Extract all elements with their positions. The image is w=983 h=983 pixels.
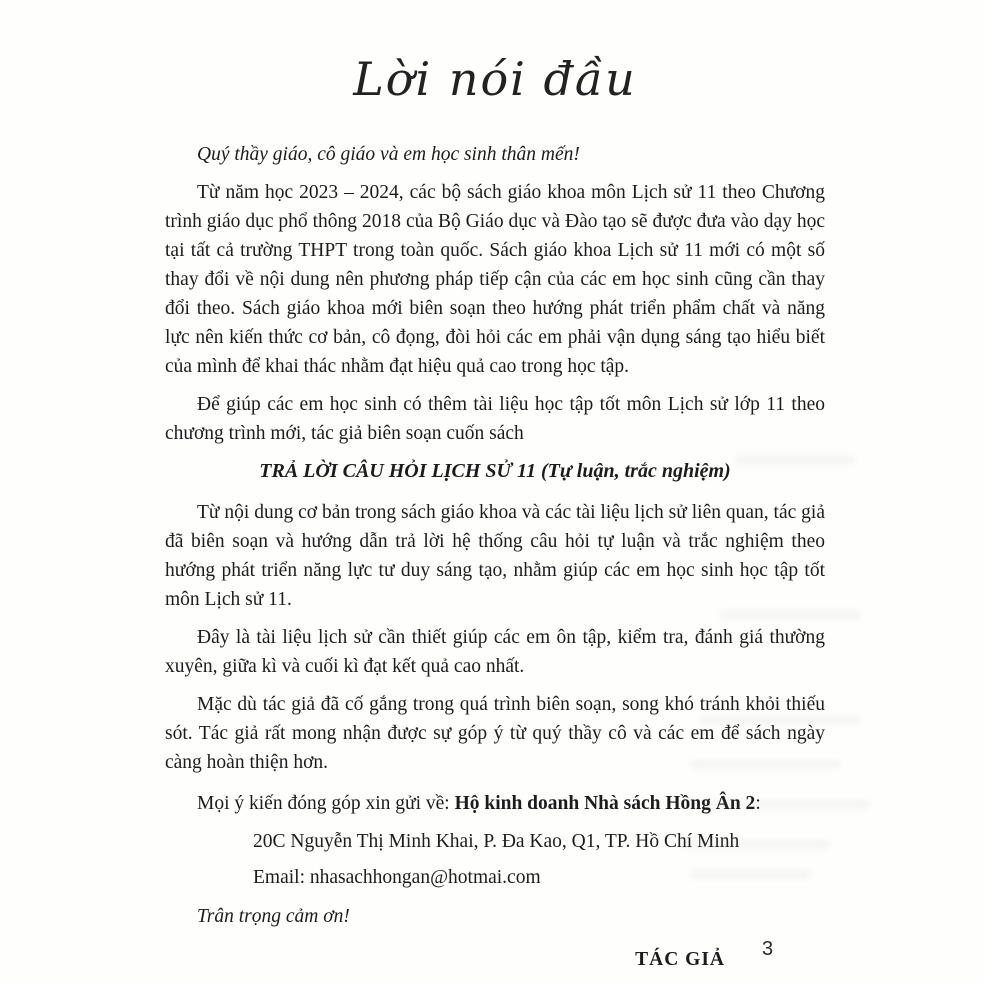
book-title: TRẢ LỜI CÂU HỎI LỊCH SỬ 11 (Tự luận, trắc nghiệm) xyxy=(259,460,731,482)
paragraph-usefulness: Đây là tài liệu lịch sử cần thiết giúp các em ôn tập, kiểm tra, đánh giá thường xuyên, giữa kì và cuối kì đạt kết quả cao nhất. xyxy=(165,627,825,677)
publisher-name: Hộ kinh doanh Nhà sách Hồng Ân 2 xyxy=(454,793,756,814)
page-number: 3 xyxy=(762,938,774,960)
greeting-line: Quý thầy giáo, cô giáo và em học sinh thân mến! xyxy=(197,144,580,165)
page-title: Lời nói đầu xyxy=(353,52,637,106)
preface-body xyxy=(165,140,825,974)
paragraph-apology: Mặc dù tác giả đã cố gắng trong quá trình biên soạn, song khó tránh khỏi thiếu sót. Tác giả rất mong nhận được sự góp ý từ quý thầy cô và các em để sách ngày càng hoàn thiện hơn. xyxy=(165,694,825,773)
paragraph-purpose: Để giúp các em học sinh có thêm tài liệu học tập tốt môn Lịch sử lớp 11 theo chương trình mới, tác giả biên soạn cuốn sách xyxy=(165,394,825,444)
publisher-email: Email: nhasachhongan@hotmai.com xyxy=(253,867,541,888)
paragraph-intro-curriculum: Từ năm học 2023 – 2024, các bộ sách giáo khoa môn Lịch sử 11 theo Chương trình giáo dục phổ thông 2018 của Bộ Giáo dục và Đào tạo sẽ được đưa vào dạy học tại tất cả trường THPT trong toàn quốc. Sách giáo khoa Lịch sử 11 mới có một số thay đổi về nội dung nên phương pháp tiếp cận của các em học sinh cũng cần thay đổi theo. Sách giáo khoa mới biên soạn theo hướng phát triển phẩm chất và năng lực nên kiến thức cơ bản, cô đọng, đòi hỏi các em phải vận dụng sáng tạo hiểu biết của mình để khai thác nhằm đạt hiệu quả cao trong học tập. xyxy=(165,182,825,377)
contact-line xyxy=(165,789,825,818)
closing-line: Trân trọng cảm ơn! xyxy=(197,906,350,927)
author-signature: TÁC GIẢ xyxy=(635,949,725,970)
paragraph-content-description: Từ nội dung cơ bản trong sách giáo khoa và các tài liệu lịch sử liên quan, tác giả đã biên soạn và hướng dẫn trả lời hệ thống câu hỏi tự luận và trắc nghiệm theo hướng phát triển năng lực tư duy sáng tạo, nhằm giúp các em học sinh học tập tốt môn Lịch sử 11. xyxy=(165,502,825,610)
publisher-address: 20C Nguyễn Thị Minh Khai, P. Đa Kao, Q1, TP. Hồ Chí Minh xyxy=(253,831,740,852)
contact-intro-text: Mọi ý kiến đóng góp xin gửi về: xyxy=(197,793,455,814)
contact-suffix-text: : xyxy=(755,793,761,814)
